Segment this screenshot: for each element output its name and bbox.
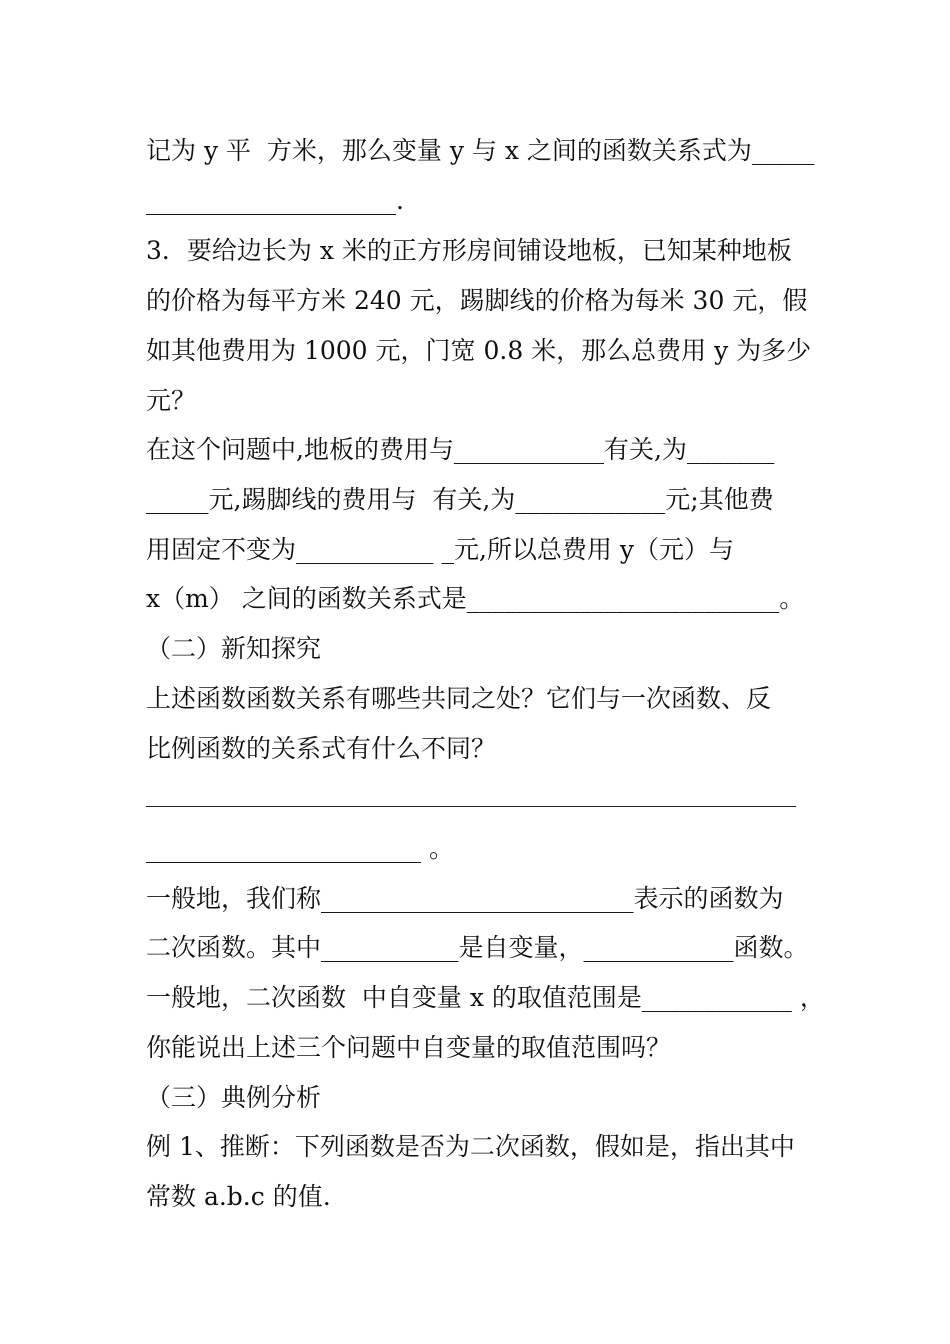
text-line-2: ____________________. <box>146 186 404 215</box>
example-1-line-1: 例 1、推断：下列函数是否为二次函数，假如是，指出其中 <box>146 1132 795 1161</box>
example-1-line-2: 常数 a.b.c 的值. <box>146 1182 331 1211</box>
definition-line-2: 二次函数。其中___________是自变量，____________函数。 <box>146 933 809 962</box>
question-line-2: 比例函数的关系式有什么不同？ <box>146 734 497 763</box>
question-line-1: 上述函数函数关系有哪些共同之处？它们与一次函数、反 <box>146 684 772 713</box>
section-heading-2: （二）新知探究 <box>146 634 322 663</box>
definition-line-1: 一般地，我们称_________________________表示的函数为 <box>146 884 784 913</box>
text-line-1: 记为 y 平 方米，那么变量 y 与 x 之间的函数关系式为_____ <box>146 136 815 165</box>
analysis-line-2: _____元,踢脚线的费用与 有关,为____________元;其他费 <box>146 485 774 514</box>
analysis-line-3: 用固定不变为___________ _元,所以总费用 y（元）与 <box>146 535 734 564</box>
problem-3-line-3: 如其他费用为 1000 元，门宽 0.8 米，那么总费用 y 为多少 <box>146 336 812 365</box>
domain-line-1: 一般地，二次函数 中自变量 x 的取值范围是____________ ， <box>146 983 825 1012</box>
problem-3-line-2: 的价格为每平方米 240 元，踢脚线的价格为每米 30 元，假 <box>146 286 808 315</box>
analysis-line-1: 在这个问题中,地板的费用与____________有关,为_______ <box>146 435 775 464</box>
analysis-line-4: x（m） 之间的函数关系式是_________________________。 <box>146 584 805 613</box>
problem-3-line-4: 元？ <box>146 386 197 415</box>
section-heading-3: （三）典例分析 <box>146 1083 322 1112</box>
answer-blank-line-2: ______________________ 。 <box>146 834 454 863</box>
answer-blank-line <box>146 806 796 807</box>
problem-3-line-1: 3．要给边长为 x 米的正方形房间铺设地板，已知某种地板 <box>146 236 792 265</box>
domain-line-2: 你能说出上述三个问题中自变量的取值范围吗？ <box>146 1033 672 1062</box>
